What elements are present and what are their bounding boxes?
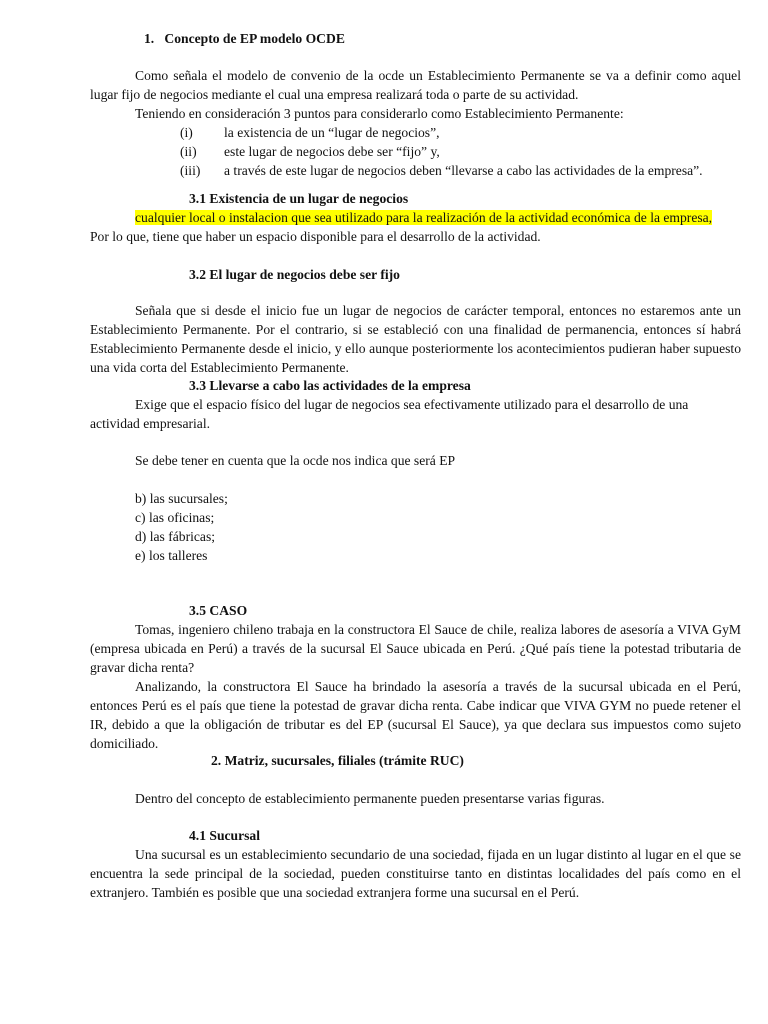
list-item-number: (i) (180, 125, 193, 140)
section-2-heading: 2. Matriz, sucursales, filiales (trámite RUC) (211, 753, 464, 768)
section-3-5-paragraph-2: Analizando, la constructora El Sauce ha brindado la asesoría a través de la sucursal ubicada en el Perú, entonces Perú es el país que tiene la potestad de gravar dicha renta. Cabe indicar que VIVA GYM no puede retener el IR, debido a que la obligación de tributar es del EP (sucursal El Sauce), ya que declara sus impuestos como sujeto domiciliado. (90, 679, 741, 751)
section-2-paragraph: Dentro del concepto de establecimiento permanente pueden presentarse varias figuras. (135, 791, 605, 806)
highlighted-text: cualquier local o instalacion que sea utilizado para la realización de la actividad económica de la empresa, (135, 210, 713, 225)
section-1-heading: 1. Concepto de EP modelo OCDE (144, 31, 345, 46)
section-3-2-paragraph: Señala que si desde el inicio fue un lugar de negocios de carácter temporal, entonces no estaremos ante un Establecimiento Permanente. Por el contrario, si se estableció con una finalidad de permanencia, entonces sí habrá Establecimiento Permanente desde el inicio, y ello aunque posteriormente los acontecimientos pudieran haber supuesto una vida corta del Establecimiento Permanente. (90, 303, 741, 375)
section-3-1-rest: Por lo que, tiene que haber un espacio disponible para el desarrollo de la actividad. (90, 229, 541, 244)
section-1-paragraph: Como señala el modelo de convenio de la ocde un Establecimiento Permanente se va a definir como aquel lugar fijo de negocios mediante el cual una empresa realizará toda o parte de su actividad. (90, 68, 741, 102)
list-item-text: este lugar de negocios debe ser “fijo” y, (224, 144, 440, 159)
list-item-number: (iii) (180, 163, 201, 178)
list-item-text: la existencia de un “lugar de negocios”, (224, 125, 440, 140)
list-item: e) los talleres (135, 548, 208, 563)
list-item-number: (ii) (180, 144, 197, 159)
section-4-1-heading: 4.1 Sucursal (189, 828, 261, 843)
section-3-3-paragraph: Exige que el espacio físico del lugar de negocios sea efectivamente utilizado para el desarrollo de una actividad empresarial. (90, 397, 689, 431)
list-item: c) las oficinas; (135, 510, 215, 525)
section-3-1-paragraph (90, 208, 741, 246)
section-4-1-paragraph: Una sucursal es un establecimiento secundario de una sociedad, fijada en un lugar distinto al lugar en el que se encuentra la sede principal de la sociedad, pueden constituirse tanto en distintas localidades del país como en el extranjero. También es posible que una sociedad extranjera forme una sucursal en el Perú. (90, 847, 741, 900)
section-3-1-heading: 3.1 Existencia de un lugar de negocios (189, 191, 409, 206)
list-item: b) las sucursales; (135, 491, 228, 506)
list-item: d) las fábricas; (135, 529, 216, 544)
section-3-5-paragraph-1: Tomas, ingeniero chileno trabaja en la constructora El Sauce de chile, realiza labores de asesoría a VIVA GyM (empresa ubicada en Perú) a través de la sucursal El Sauce ubicada en Perú. ¿Qué país tiene la potestad tributaria de gravar dicha renta? (90, 622, 741, 675)
section-3-3-heading: 3.3 Llevarse a cabo las actividades de la empresa (189, 378, 471, 393)
section-3-2-heading: 3.2 El lugar de negocios debe ser fijo (189, 267, 400, 282)
section-3-3-intro: Se debe tener en cuenta que la ocde nos indica que será EP (135, 453, 456, 468)
section-3-5-heading: 3.5 CASO (189, 603, 248, 618)
section-1-intro: Teniendo en consideración 3 puntos para considerarlo como Establecimiento Permanente: (135, 106, 624, 121)
list-item-text: a través de este lugar de negocios deben “llevarse a cabo las actividades de la empresa”. (224, 163, 703, 178)
